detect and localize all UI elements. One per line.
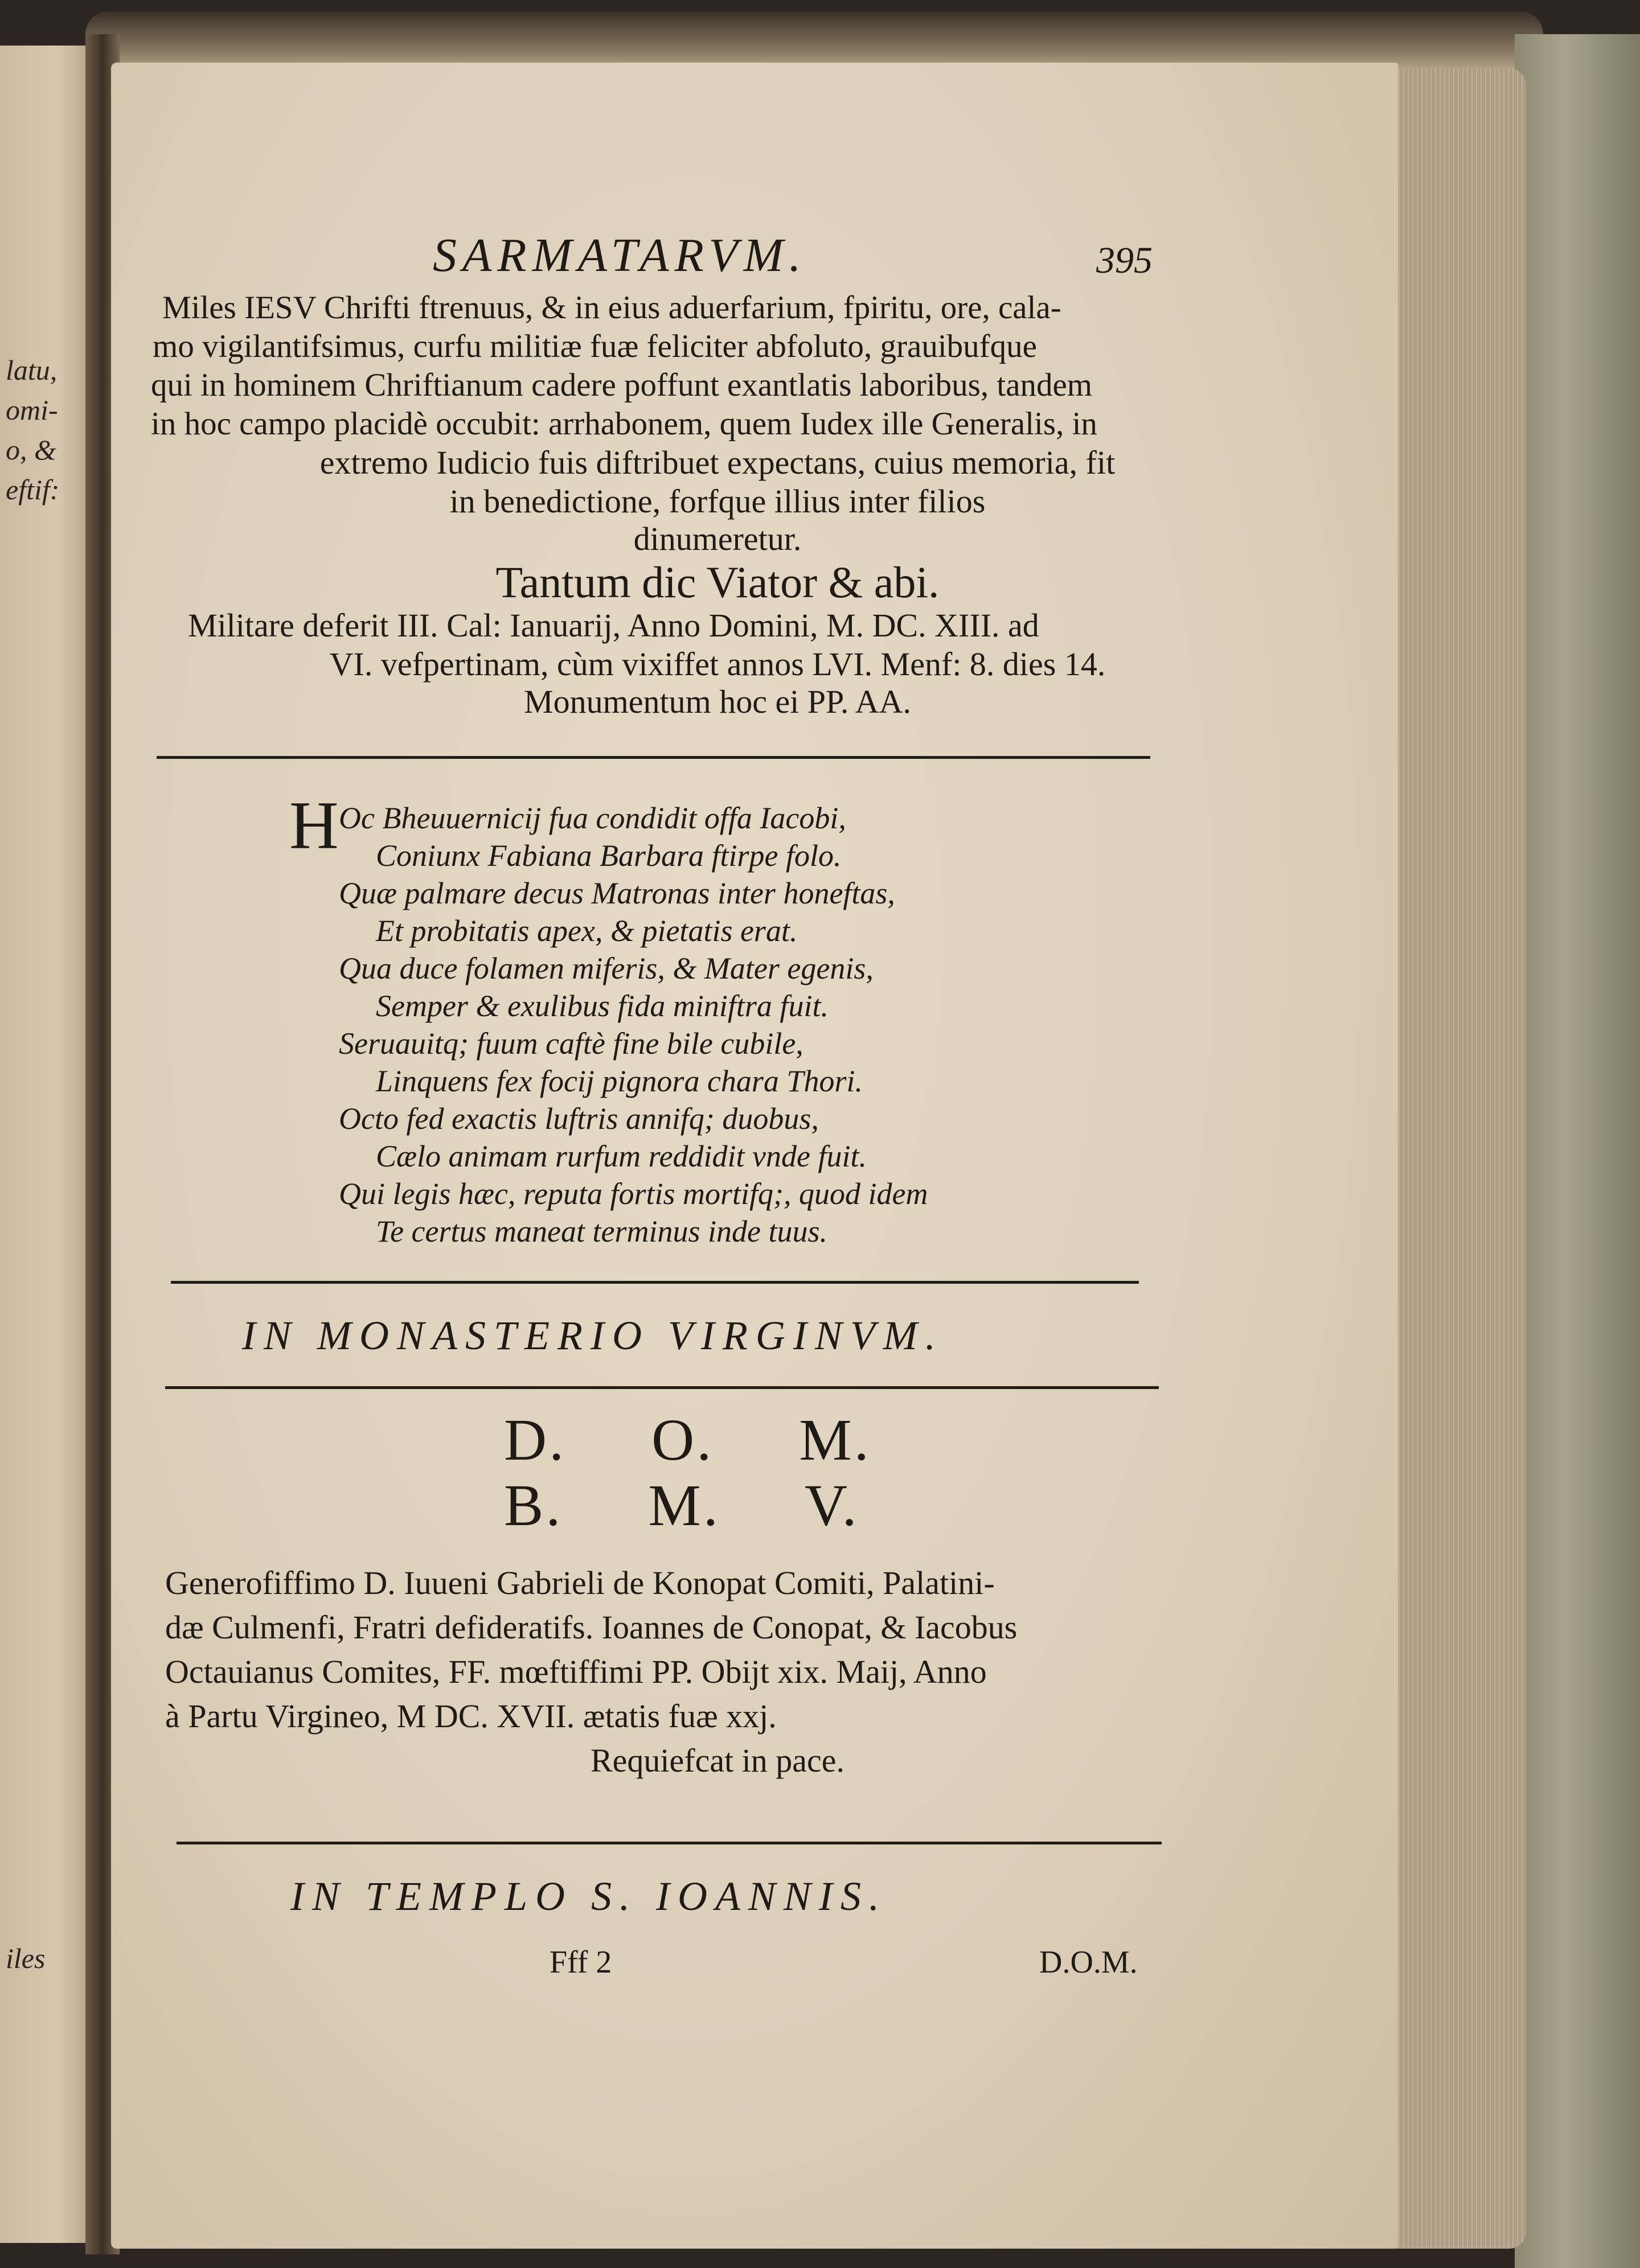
poem-line: Qui legis hæc, reputa fortis mortifq;, quod idem [339, 1177, 928, 1211]
dom-letter: O. [651, 1407, 714, 1473]
dom-letter: B. [504, 1473, 563, 1538]
date-line: Monumentum hoc ei PP. AA. [524, 683, 911, 720]
dom-abbrev-2 [504, 1472, 859, 1539]
poem-line: Semper & exulibus fida miniftra fuit. [376, 989, 829, 1023]
running-head: SARMATARVM. [433, 229, 807, 282]
epitaph-line: mo vigilantifsimus, curfu militiæ fuæ feliciter abfoluto, grauibufque [153, 328, 1037, 364]
section-title-monasterio: IN MONASTERIO VIRGINVM. [242, 1313, 944, 1358]
tantum-dic-viator: Tantum dic Viator & abi. [495, 557, 940, 607]
section-rule [177, 1842, 1162, 1844]
epitaph-line: in hoc campo placidè occubit: arrhabonem, quem Iudex ille Generalis, in [151, 406, 1097, 442]
dom-letter: D. [504, 1407, 567, 1473]
poem-line: Te certus maneat terminus inde tuus. [376, 1214, 827, 1248]
epitaph-line: extremo Iudicio fuis diftribuet expectans, cuius memoria, fit [319, 444, 1116, 481]
catchword: D.O.M. [1039, 1945, 1138, 1980]
epitaph-line: dinumeretur. [633, 520, 802, 557]
poem-line: Seruauitq; fuum caftè fine bile cubile, [339, 1026, 803, 1061]
poem-line: Octo fed exactis luftris annifq; duobus, [339, 1102, 819, 1136]
poem-line: Cælo animam rurfum reddidit vnde fuit. [376, 1139, 867, 1173]
left-page-fragment: eftif: [6, 474, 60, 506]
section-rule [165, 1386, 1159, 1389]
inscription-line: Generofiffimo D. Iuueni Gabrieli de Konopat Comiti, Palatini- [165, 1564, 995, 1601]
epitaph-line: in benedictione, forfque illius inter filios [449, 483, 986, 520]
dom-abbrev-1 [504, 1406, 871, 1474]
section-title-templo: IN TEMPLO S. IOANNIS. [290, 1873, 887, 1919]
page-number: 395 [1096, 240, 1153, 281]
inscription-line: Octauianus Comites, FF. mœftiffimi PP. Obijt xix. Maij, Anno [165, 1653, 987, 1690]
dom-letter: V. [804, 1473, 859, 1538]
section-rule [171, 1281, 1139, 1284]
inscription-line: à Partu Virgineo, M DC. XVII. ætatis fuæ xxj. [165, 1698, 777, 1735]
inscription-line: Requiefcat in pace. [590, 1742, 845, 1779]
poem-line: Oc Bheuuernicij fua condidit offa Iacobi, [339, 801, 846, 835]
poem-line: Quæ palmare decus Matronas inter honeftas, [339, 876, 895, 910]
date-line: Militare deferit III. Cal: Ianuarij, Anno Domini, M. DC. XIII. ad [188, 607, 1039, 644]
left-page-fragment: omi- [6, 394, 58, 426]
poem-line: Qua duce folamen miferis, & Mater egenis, [339, 951, 874, 985]
book-cover [1515, 34, 1640, 2268]
inscription-line: dæ Culmenfi, Fratri defideratifs. Ioannes de Conopat, & Iacobus [165, 1609, 1018, 1646]
poem-line: Coniunx Fabiana Barbara ftirpe folo. [376, 839, 842, 873]
date-line: VI. vefpertinam, cùm vixiffet annos LVI. Menf: 8. dies 14. [329, 646, 1106, 683]
left-page-fragment: o, & [6, 434, 56, 466]
epitaph-line: Miles IESV Chrifti ftrenuus, & in eius aduerfarium, fpiritu, ore, cala- [162, 290, 1061, 326]
poem-line: Linquens fex focij pignora chara Thori. [376, 1064, 863, 1098]
poem-line: Et probitatis apex, & pietatis erat. [376, 914, 798, 948]
page-fore-edge [1378, 68, 1526, 2249]
left-page-fragment: latu, [6, 354, 58, 386]
epitaph-line: qui in hominem Chriftianum cadere poffunt exantlatis laboribus, tandem [151, 367, 1093, 403]
dom-letter: M. [799, 1407, 871, 1473]
section-rule [157, 756, 1150, 759]
left-page-fragment: iles [6, 1942, 46, 1974]
signature-mark: Fff 2 [550, 1945, 612, 1980]
poem-dropcap: H [289, 787, 339, 863]
dom-letter: M. [648, 1473, 720, 1538]
